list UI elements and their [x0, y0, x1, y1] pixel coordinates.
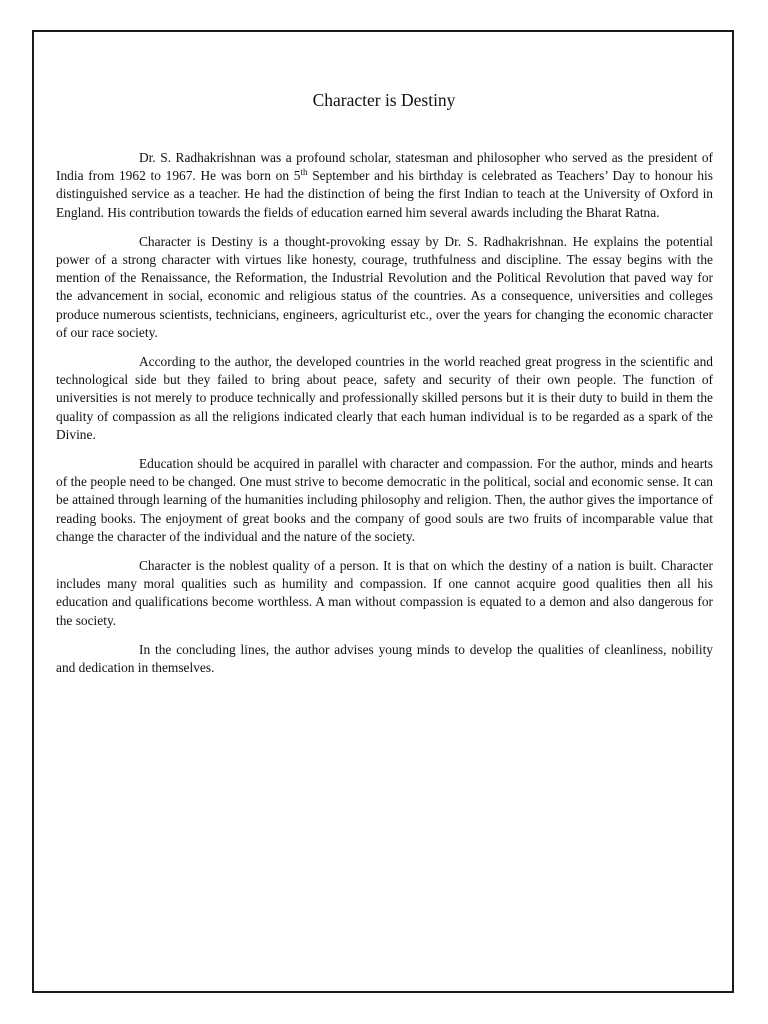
paragraph-conclusion: In the concluding lines, the author advises young minds to develop the qualities of cleanliness, nobility and dedication in themselves.	[56, 641, 713, 676]
paragraph-developed-countries: According to the author, the developed countries in the world reached great progress in the scientific and technological side but they failed to bring about peace, safety and security of their own people. The function of universities is not merely to produce technically and professionally skilled persons but it is their duty to build in them the quality of compassion as all the religions indicated clearly that each human individual is to be regarded as a spark of the Divine.	[56, 354, 713, 442]
paragraph-biography-part-1: Dr. S. Radhakrishnan was a profound scholar, statesman and philosopher who served as the president of India from 1962 to 1967. He was born on 5	[56, 150, 713, 184]
paragraph-essay-intro: Character is Destiny is a thought-provoking essay by Dr. S. Radhakrishnan. He explains the potential power of a strong character with virtues like honesty, courage, truthfulness and discipline. The essay begins with the mention of the Renaissance, the Reformation, the Industrial Revolution and the Political Revolution that paved way for the advancement in social, economic and religious status of the countries. As a consequence, universities and colleges produce numerous scientists, technicians, engineers, agriculturist etc., over the years for changing the economic character of our race society.	[56, 233, 713, 340]
paragraph-biography	[56, 149, 713, 222]
document-title: Character is Destiny	[312, 90, 456, 110]
paragraph-biography-part-2: September and his birthday is celebrated as Teachers’ Day to honour his distinguished service as a teacher. He had the distinction of being the first Indian to teach at the University of Oxford in England. His contribution towards the fields of education earned him several awards including the Bharat Ratna.	[56, 168, 713, 220]
document-body	[56, 149, 713, 688]
paragraph-education: Education should be acquired in parallel with character and compassion. For the author, minds and hearts of the people need to be changed. One must strive to become democratic in the political, social and economic sense. It can be attained through learning of the humanities including philosophy and religion. Then, the author gives the importance of reading books. The enjoyment of great books and the company of good souls are two fruits of incomparable value that change the character of the individual and the nature of the society.	[56, 456, 713, 544]
ordinal-suffix: th	[300, 167, 308, 178]
paragraph-character: Character is the noblest quality of a person. It is that on which the destiny of a nation is built. Character includes many moral qualities such as humility and compassion. If one cannot acquire good qualities then all his education and qualifications become worthless. A man without compassion is equated to a demon and also dangerous for the society.	[56, 558, 713, 628]
